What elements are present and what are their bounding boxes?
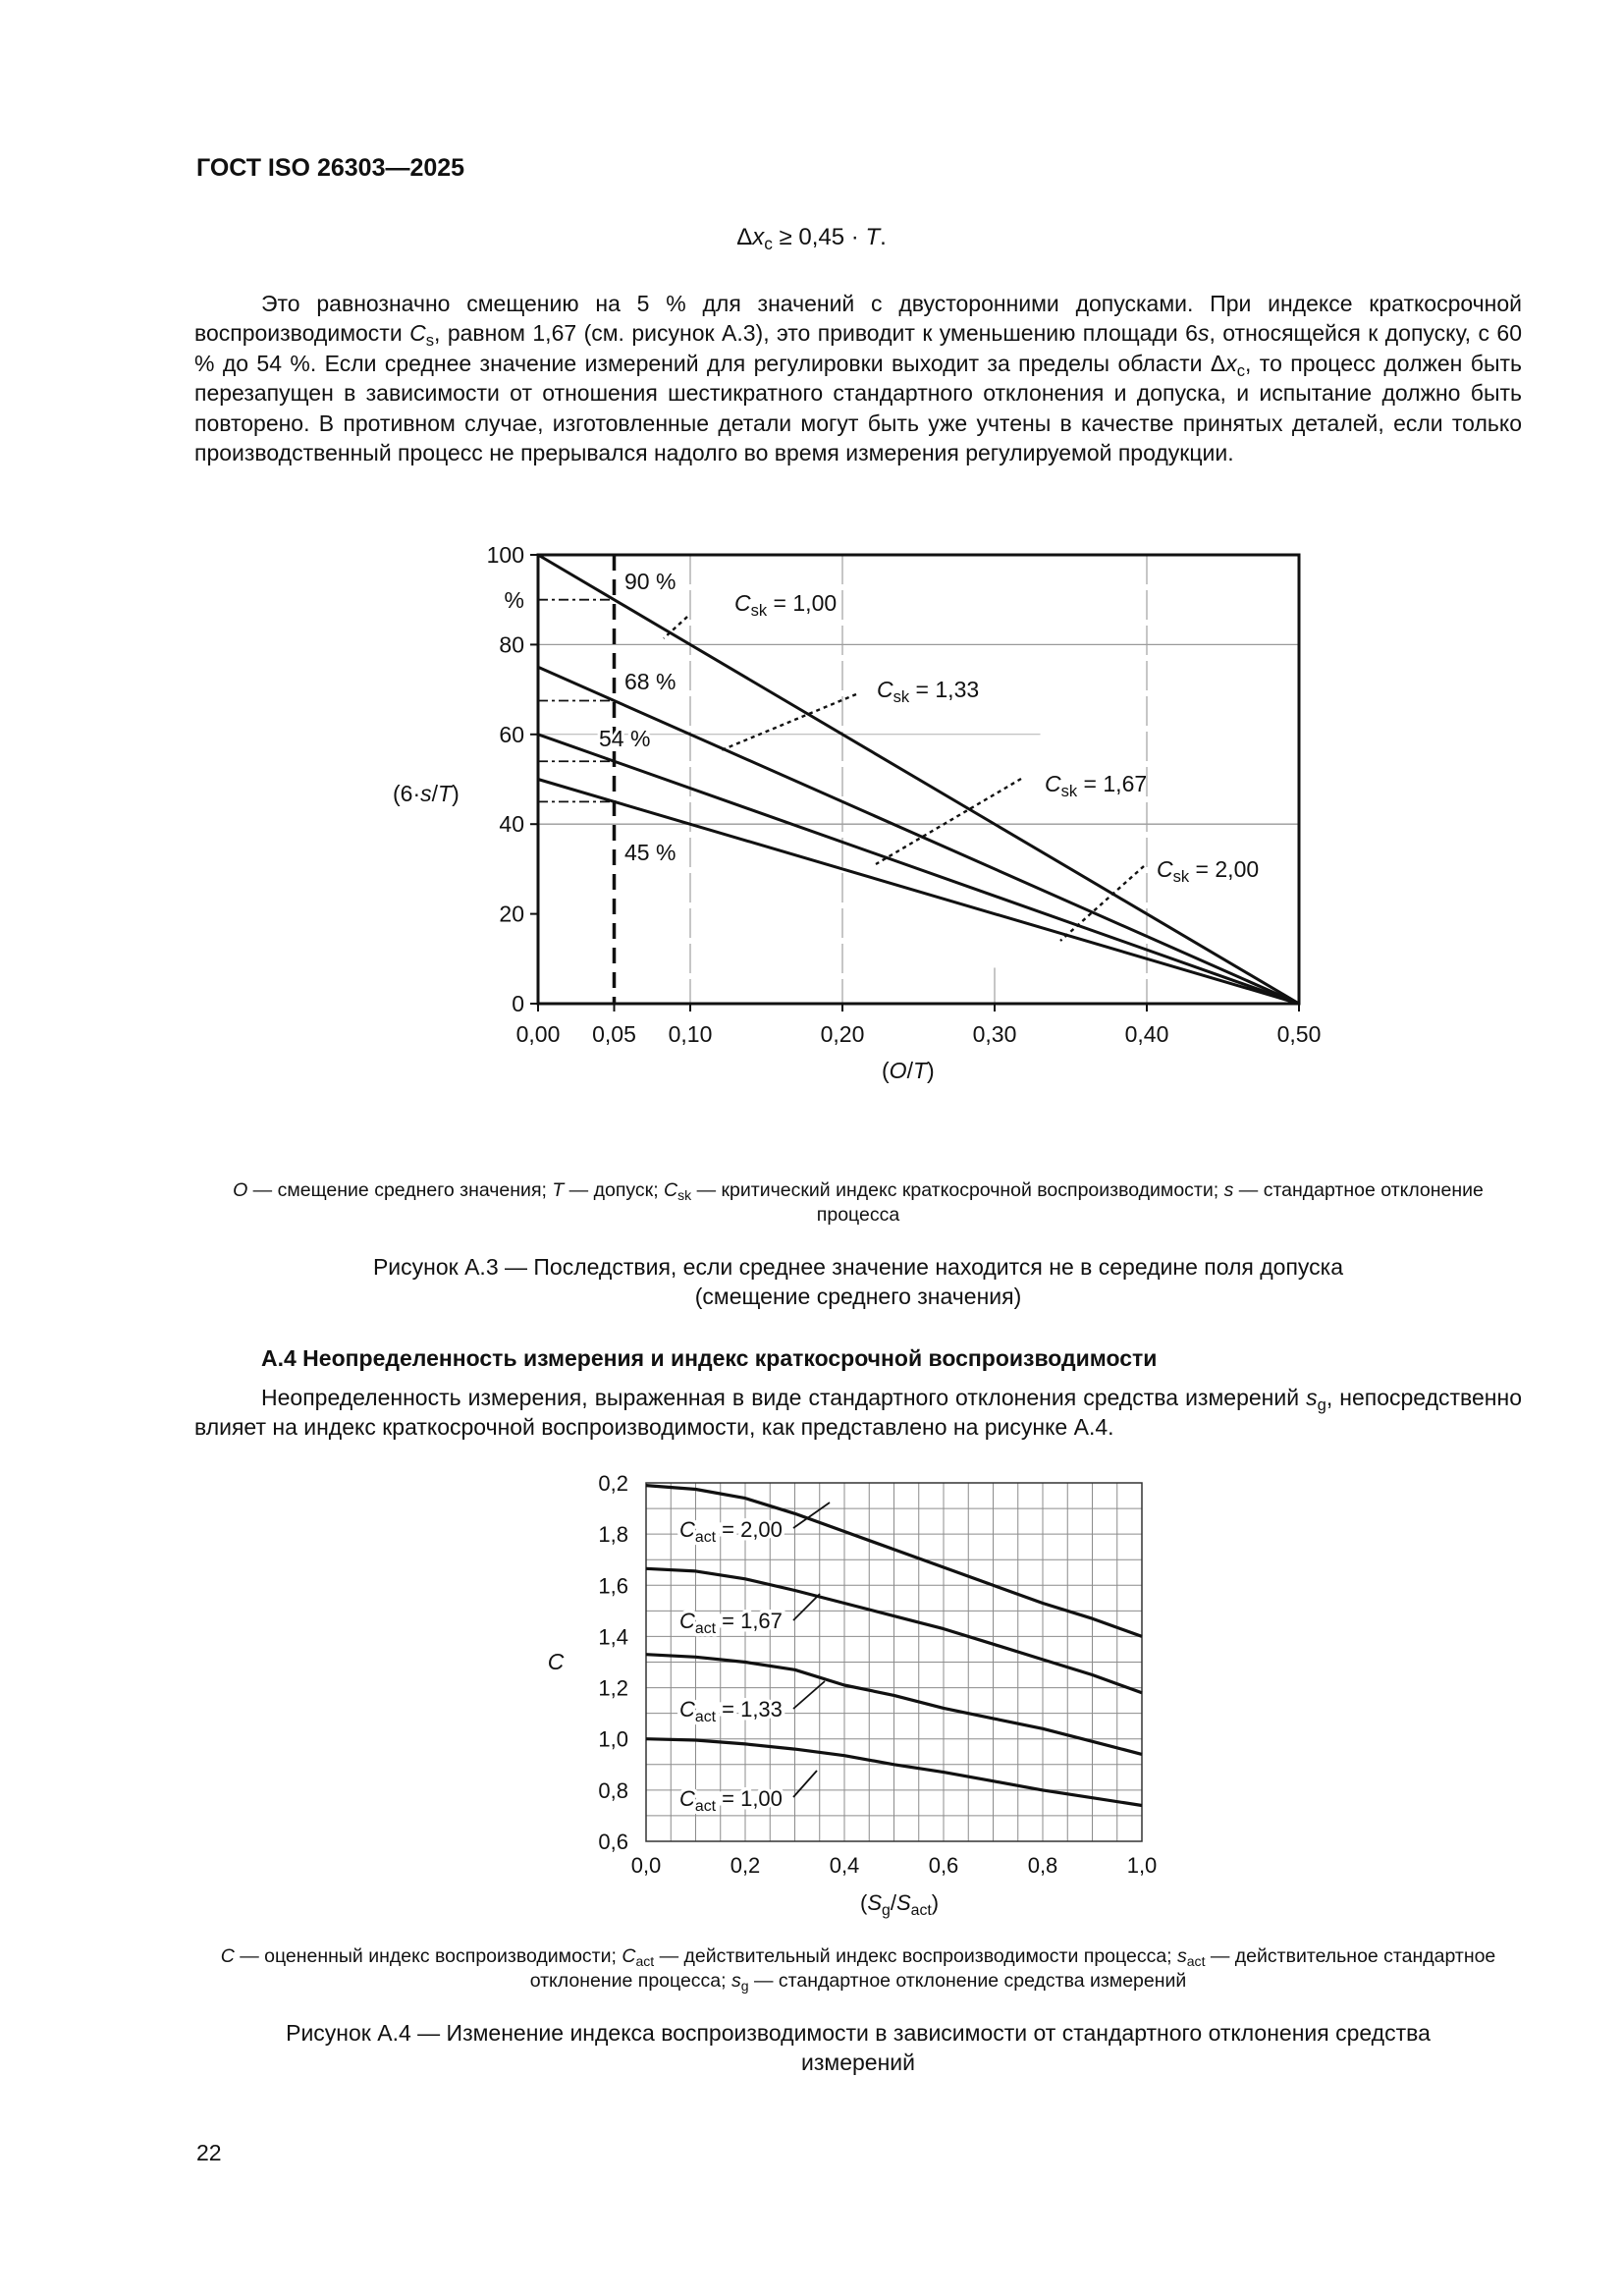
legend3-c-sub: sk [677, 1187, 692, 1204]
x-tick-label-6: 0,50 [1276, 1021, 1322, 1047]
formula-end: . [880, 224, 887, 250]
curve-label-3-part: C [1157, 856, 1173, 882]
y-axis-label-part: / [431, 781, 439, 806]
curve-label-1 [877, 677, 979, 706]
curve4-label-2-part: C [679, 1697, 695, 1722]
curve4-label-1-part: C [679, 1609, 695, 1633]
y4-tick-label-0: 0,6 [598, 1830, 628, 1854]
figure-a3-chart [0, 0, 1623, 1139]
annotation-label-2: 54 % [599, 726, 651, 751]
y-axis-label [393, 781, 460, 806]
x4-axis-label-part: S [895, 1890, 911, 1915]
x4-tick-label-1: 0,2 [730, 1853, 761, 1878]
x4-tick-label-2: 0,4 [829, 1853, 860, 1878]
x4-tick-label-4: 0,8 [1027, 1853, 1058, 1878]
curve4-label-1-part: act [694, 1620, 717, 1637]
curve-label-0-part: sk [750, 601, 768, 620]
legend4-c2-sub: act [635, 1953, 655, 1970]
page-number: 22 [196, 2140, 222, 2165]
curve-label-2 [1045, 771, 1147, 800]
y-tick-label-5: 100 [486, 542, 524, 568]
y4-tick-label-6: 1,8 [598, 1522, 628, 1548]
legend3-s: s [1223, 1179, 1234, 1201]
figure-a3-legend [194, 1178, 1522, 1228]
y-unit-label: % [504, 587, 524, 613]
curve-label-3-part: sk [1172, 867, 1190, 886]
series-line-0 [538, 555, 1299, 1004]
curve4-label-3 [679, 1786, 783, 1815]
curve-label-1-part: C [877, 677, 893, 702]
x4-tick-label-0: 0,0 [630, 1853, 662, 1878]
x-tick-label-0: 0,00 [515, 1021, 561, 1047]
legend3-text-2: — допуск; [564, 1179, 665, 1201]
para1-text-1: Это равнозначно смещению на 5 % для значений с двусторонними допусками. При индексе краткосрочной воспроизводимости [194, 291, 1522, 347]
x-axis-label-part: ( [882, 1058, 890, 1083]
formula-delta: Δ [736, 224, 753, 250]
curve-label-leader-2 [876, 779, 1021, 864]
legend4-c2: C [622, 1945, 636, 1967]
curve4-label-2-part: = 1,33 [716, 1697, 783, 1722]
figure-a3-plot [393, 542, 1321, 1083]
para1-x: x [1225, 350, 1237, 376]
y4-tick-label-7: 0,2 [598, 1471, 628, 1496]
y-tick-label-3: 60 [499, 721, 524, 747]
curve-label-2-part: = 1,67 [1077, 771, 1148, 796]
formula-sub: c [764, 234, 773, 254]
x4-axis-label-part: S [867, 1890, 883, 1915]
annotation-label-3: 45 % [624, 840, 676, 865]
x-axis-label [882, 1058, 935, 1083]
curve4-label-0-part: C [679, 1517, 695, 1542]
y-axis-label-part: T [438, 781, 453, 806]
figure-a4-caption-line1: Рисунок А.4 — Изменение индекса воспроизводимости в зависимости от стандартного отклонения средства [286, 2020, 1431, 2046]
para1-text-4: , то процесс должен быть перезапущен в зависимости от отношения шестикратного стандартного отклонения и допуска, и испытание должно быть повторено. В противном случае, изготовленные детали могут быть уже учтены в качестве принятых деталей, если только производственный процесс не прерывался надолго во время измерения регулируемой продукции. [194, 350, 1522, 466]
curve-label-0-part: = 1,00 [767, 590, 838, 616]
series-line-3 [538, 780, 1299, 1005]
x4-axis-label-part: ) [931, 1890, 940, 1915]
x4-axis-label-part: g [882, 1902, 891, 1919]
para2-s-sub: g [1317, 1394, 1326, 1414]
para1-text-3: , относящейся к допуску, с 60 % до 54 %. Если среднее значение измерений для регулировки выходит за пределы области Δ [194, 320, 1522, 376]
curve4-label-2 [679, 1697, 783, 1725]
y4-tick-label-5: 1,6 [598, 1573, 628, 1599]
curve-label-0 [734, 590, 837, 620]
para1-s: s [1197, 320, 1210, 347]
curve-label-0-part: C [734, 590, 751, 616]
legend4-sg-sub: g [740, 1978, 749, 1995]
formula-var: x [752, 224, 765, 250]
curve-label-3 [1157, 856, 1259, 886]
legend3-text-3: — критический индекс краткосрочной воспроизводимости; [691, 1179, 1224, 1201]
legend3-c: C [664, 1179, 678, 1201]
figure-a3-caption-line1: Рисунок А.3 — Последствия, если среднее значение находится не в середине поля допуска [372, 1254, 1344, 1280]
para1-c: C [409, 320, 426, 347]
x-axis-label-part: O [889, 1058, 907, 1083]
legend4-sg: s [731, 1970, 741, 1992]
curve4-leader-1 [793, 1594, 820, 1620]
x4-axis-label-part: ( [860, 1890, 868, 1915]
para2-text-1: Неопределенность измерения, выраженная в виде стандартного отклонения средства измерений [261, 1385, 1307, 1410]
figure-a3-caption [194, 1252, 1522, 1311]
x4-tick-label-5: 1,0 [1126, 1853, 1158, 1878]
legend4-s-sub: act [1186, 1953, 1206, 1970]
x-tick-label-3: 0,20 [820, 1021, 865, 1047]
y-tick-label-2: 40 [499, 811, 524, 838]
figure-a4-plot [548, 1471, 1158, 1919]
figure-a4-caption [194, 2018, 1522, 2077]
y4-tick-label-2: 1,0 [598, 1726, 628, 1752]
curve-label-2-part: C [1045, 771, 1061, 796]
para1-x-sub: c [1236, 360, 1246, 380]
legend4-text-4: — стандартное отклонение средства измерений [748, 1970, 1187, 1992]
figure-a4-legend [194, 1944, 1522, 1994]
x4-axis-label-part: / [890, 1890, 896, 1915]
legend3-t: T [552, 1179, 565, 1201]
x-tick-label-5: 0,40 [1124, 1021, 1169, 1047]
legend3-text-1: — смещение среднего значения; [247, 1179, 553, 1201]
para1-c-sub: s [425, 331, 435, 351]
y-axis-label-part: (6· [393, 781, 421, 806]
legend4-text-3: — действительное стандартное отклонение процесса; [529, 1945, 1496, 1992]
curve-label-3-part: = 2,00 [1189, 856, 1260, 882]
x4-tick-label-3: 0,6 [928, 1853, 959, 1878]
curve4-label-1 [679, 1609, 783, 1637]
x4-axis-label-part: act [910, 1902, 932, 1919]
figure-a3-caption-line2: (смещение среднего значения) [694, 1284, 1022, 1309]
legend3-text-4: — стандартное отклонение процесса [816, 1179, 1484, 1226]
legend4-text-2: — действительный индекс воспроизводимости процесса; [654, 1945, 1177, 1967]
y-tick-label-0: 0 [512, 991, 524, 1016]
figure-a4-caption-line2: измерений [801, 2050, 915, 2075]
curve4-label-3-part: act [694, 1798, 717, 1815]
figure-a4-chart [0, 1453, 1623, 1935]
x-axis-label-part: T [912, 1058, 928, 1083]
y-tick-label-1: 20 [499, 901, 524, 927]
curve4-label-0-part: act [694, 1529, 717, 1546]
annotation-label-1: 68 % [624, 669, 676, 694]
annotation-label-0: 90 % [624, 569, 676, 594]
curve4-label-0 [679, 1517, 783, 1546]
x-axis-label-part: ) [927, 1058, 935, 1083]
x-axis-label-part: / [906, 1058, 913, 1083]
x4-axis-label [860, 1890, 939, 1919]
section-heading-a4: А.4 Неопределенность измерения и индекс краткосрочной воспроизводимости [261, 1345, 1158, 1371]
x-tick-label-2: 0,10 [668, 1021, 713, 1047]
formula-rhs: ≥ 0,45 · [772, 224, 866, 250]
curve4-label-1-part: = 1,67 [716, 1609, 783, 1633]
legend4-s: s [1177, 1945, 1187, 1967]
formula-t: T [865, 224, 881, 250]
curve4-label-3-part: = 1,00 [716, 1786, 783, 1811]
curve4-leader-3 [793, 1771, 817, 1797]
x-tick-label-4: 0,30 [972, 1021, 1017, 1047]
paragraph-measurement-uncertainty [194, 1383, 1522, 1443]
series-line-1 [538, 667, 1299, 1004]
y4-tick-label-4: 1,4 [598, 1624, 628, 1650]
curve-label-1-part: = 1,33 [909, 677, 980, 702]
y4-tick-label-1: 0,8 [598, 1777, 628, 1803]
legend4-text-1: — оцененный индекс воспроизводимости; [234, 1945, 622, 1967]
y4-axis-label: C [547, 1649, 565, 1674]
y-axis-label-part: s [420, 781, 432, 806]
x-tick-label-1: 0,05 [592, 1021, 636, 1047]
y-axis-label-part: ) [452, 781, 460, 806]
curve-label-1-part: sk [893, 687, 910, 706]
y4-tick-label-3: 1,2 [598, 1675, 628, 1701]
para1-text-2: , равном 1,67 (см. рисунок А.3), это приводит к уменьшению площади 6 [434, 320, 1198, 347]
para2-text-2: , непосредственно влияет на индекс краткосрочной воспроизводимости, как представлено на рисунке А.4. [194, 1385, 1522, 1441]
curve4-label-3-part: C [679, 1786, 695, 1811]
legend3-o: O [233, 1179, 248, 1201]
curve-label-2-part: sk [1060, 782, 1078, 800]
curve4-label-2-part: act [694, 1709, 717, 1725]
y-tick-label-4: 80 [499, 631, 524, 658]
para2-s: s [1306, 1385, 1318, 1410]
curve4-label-0-part: = 2,00 [716, 1517, 783, 1542]
legend4-c: C [220, 1945, 235, 1967]
document-header: ГОСТ ISO 26303—2025 [196, 154, 465, 182]
